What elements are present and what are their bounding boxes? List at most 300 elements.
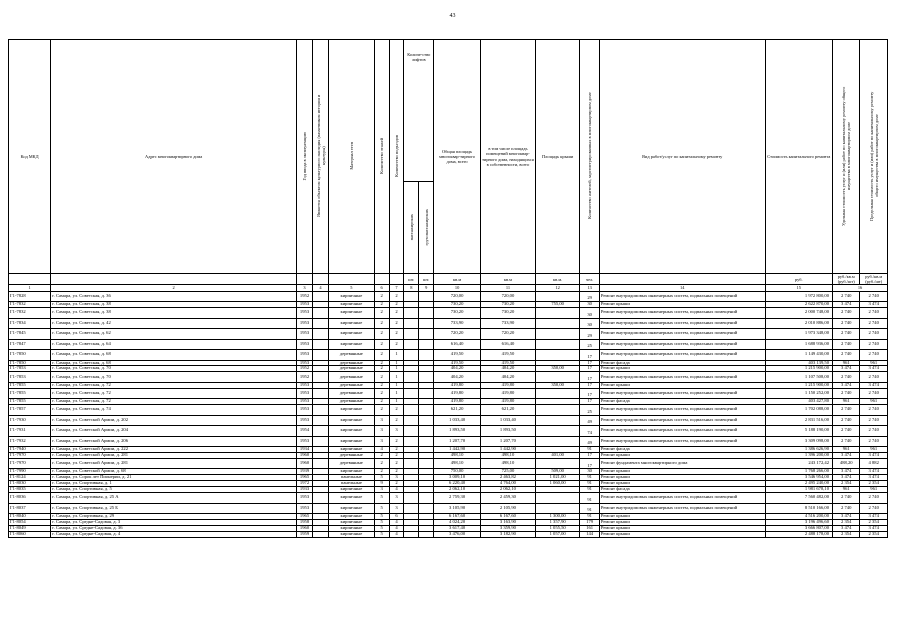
column-number: 16 (833, 285, 888, 291)
cell-ent: 2 (389, 447, 404, 453)
cell-area: 1 033,40 (434, 415, 481, 426)
cell-ent: 3 (389, 493, 404, 504)
cell-work: Ремонт внутридомовых инженерных систем, подвальных помещений (599, 291, 765, 302)
cell-heritage (313, 415, 329, 426)
cell-own: 498,10 (481, 458, 536, 469)
cell-lim: 4 882 (860, 458, 888, 469)
cell-ent: 6 (389, 514, 404, 520)
cell-lim: 2 740 (860, 415, 888, 426)
cell-cost: 1 107 508,00 (765, 372, 832, 383)
cell-roof (535, 350, 580, 361)
table-row (9, 318, 888, 329)
cell-res: 91 (580, 447, 599, 453)
cell-unit: 2 740 (833, 405, 860, 416)
column-number: 4 (313, 285, 329, 291)
cell-area: 720,00 (434, 291, 481, 302)
header-roof-area: Площадь крыши (535, 40, 580, 274)
cell-res: 179 (580, 519, 599, 525)
cell-g (419, 291, 434, 302)
cell-roof: 755,00 (535, 302, 580, 308)
cell-year: 1960 (297, 458, 313, 469)
cell-cost: 8 510 166,00 (765, 503, 832, 514)
cell-heritage (313, 531, 329, 537)
cell-cost: 3 666 807,00 (765, 525, 832, 531)
cell-fl: 5 (374, 493, 389, 504)
cell-addr: г. Самара, ул. Советской Армии, д. 202 (51, 415, 297, 426)
cell-roof (535, 308, 580, 319)
cell-lim: 2 740 (860, 436, 888, 447)
cell-unit: 2 354 (833, 481, 860, 487)
cell-ent: 1 (389, 372, 404, 383)
cell-heritage (313, 503, 329, 514)
cell-ent: 3 (389, 503, 404, 514)
cell-mat: деревянные (329, 388, 375, 399)
cell-year: 1953 (297, 503, 313, 514)
cell-res: 91 (580, 493, 599, 504)
cell-res: 17 (580, 458, 599, 469)
cell-mat: деревянные (329, 366, 375, 372)
cell-year: 1960 (297, 525, 313, 531)
cell-code: Г1-8030 (9, 481, 51, 487)
cell-unit: 2 740 (833, 426, 860, 437)
cell-mat: панельные (329, 481, 375, 487)
cell-own: 419,50 (481, 350, 536, 361)
cell-roof (535, 503, 580, 514)
cell-ent: 2 (389, 469, 404, 475)
cell-addr: г. Самара, ул. Спортивная, д. 5 (51, 487, 297, 493)
cell-mat: кирпичные (329, 487, 375, 493)
header-lifts: Количе-ство лифтов (404, 40, 434, 182)
cell-year: 1939 (297, 469, 313, 475)
cell-mat: деревянные (329, 372, 375, 383)
cell-p (404, 318, 419, 329)
cell-g (419, 493, 434, 504)
cell-roof (535, 372, 580, 383)
cell-area: 3 009,10 (434, 475, 481, 481)
cell-fl: 3 (374, 415, 389, 426)
table-body (9, 291, 888, 537)
cell-addr: г. Самара, ул. Спортивная, д. 1 (51, 481, 297, 487)
cell-code: Г1-8040 (9, 514, 51, 520)
cell-cost: 1 972 800,00 (765, 291, 832, 302)
cell-code: Г1-7832 (9, 302, 51, 308)
cell-unit: 2 354 (833, 519, 860, 525)
cell-work: Ремонт фасада (599, 447, 765, 453)
unit-cell: шт. (404, 274, 419, 285)
cell-lim: 3 474 (860, 469, 888, 475)
cell-unit: 961 (833, 447, 860, 453)
cell-work: Ремонт крыши (599, 514, 765, 520)
table-row (9, 415, 888, 426)
cell-roof: 401,00 (535, 453, 580, 459)
cell-area: 2 062,10 (434, 487, 481, 493)
cell-work: Ремонт фундамента многоквартирного дома (599, 458, 765, 469)
cell-code: Г1-7990 (9, 469, 51, 475)
cell-p (404, 531, 419, 537)
cell-mat: деревянные (329, 350, 375, 361)
cell-g (419, 388, 434, 399)
cell-year: 1959 (297, 531, 313, 537)
cell-res: 91 (580, 475, 599, 481)
column-number: 9 (419, 285, 434, 291)
cell-ent: 4 (389, 487, 404, 493)
cell-mat: деревянные (329, 399, 375, 405)
cell-code: Г1-7855 (9, 382, 51, 388)
cell-year: 1953 (297, 415, 313, 426)
cell-work: Ремонт внутридомовых инженерных систем, подвальных помещений (599, 350, 765, 361)
cell-year: 1953 (297, 399, 313, 405)
cell-addr: г. Самара, ул. Советская, д. 74 (51, 405, 297, 416)
header-total-area: Общая площадь многоквар-тирного дома, всего (434, 40, 481, 274)
cell-area: 750,00 (434, 469, 481, 475)
cell-own: 616,40 (481, 339, 536, 350)
cell-roof (535, 426, 580, 437)
cell-addr: г. Самара, ул. Советской Армии, д. 281 (51, 453, 297, 459)
cell-cost: 2 000 748,00 (765, 308, 832, 319)
cell-mat: кирпичные (329, 436, 375, 447)
column-number: 14 (599, 285, 765, 291)
cell-code: Г1-7855 (9, 388, 51, 399)
cell-p (404, 372, 419, 383)
column-number: 13 (580, 285, 599, 291)
cell-g (419, 372, 434, 383)
table-row (9, 493, 888, 504)
cell-area: 1 893,50 (434, 426, 481, 437)
cell-lim: 2 740 (860, 329, 888, 340)
cell-year: 1934 (297, 447, 313, 453)
cell-ent: 2 (389, 291, 404, 302)
cell-fl: 3 (374, 426, 389, 437)
cell-year: 1954 (297, 426, 313, 437)
cell-code: Г1-7940 (9, 447, 51, 453)
cell-g (419, 458, 434, 469)
cell-lim: 2 354 (860, 481, 888, 487)
header-passenger-lifts: пассажирских (404, 182, 419, 274)
cell-own: 498,10 (481, 453, 536, 459)
header-work-type: Вид работ/услуг по капитальному ремонту (599, 40, 765, 274)
cell-unit: 3 474 (833, 366, 860, 372)
cell-mat: кирпичные (329, 329, 375, 340)
cell-year: 1972 (297, 481, 313, 487)
cell-res: 29 (580, 329, 599, 340)
cell-code: Г1-8036 (9, 493, 51, 504)
cell-res: 49 (580, 415, 599, 426)
cell-unit: 3 474 (833, 514, 860, 520)
cell-lim: 3 474 (860, 382, 888, 388)
cell-res: 91 (580, 514, 599, 520)
cell-g (419, 405, 434, 416)
cell-res: 17 (580, 453, 599, 459)
cell-year: 1953 (297, 360, 313, 366)
cell-ent: 1 (389, 350, 404, 361)
cell-ent: 2 (389, 436, 404, 447)
cell-work: Ремонт внутридомовых инженерных систем, подвальных помещений (599, 503, 765, 514)
cell-fl: 2 (374, 405, 389, 416)
cell-g (419, 350, 434, 361)
cell-addr: г. Самара, ул. Спортивная, д. 29 (51, 514, 297, 520)
cell-ent: 1 (389, 360, 404, 366)
cell-lim: 3 474 (860, 525, 888, 531)
cell-year: 1953 (297, 339, 313, 350)
cell-own: 730,20 (481, 308, 536, 319)
cell-code: Г1-7853 (9, 366, 51, 372)
cell-year: 1958 (297, 519, 313, 525)
cell-own: 2 459,30 (481, 493, 536, 504)
cell-own: 720,20 (481, 329, 536, 340)
cell-p (404, 436, 419, 447)
cell-roof (535, 493, 580, 504)
header-code: Код МКД (9, 40, 51, 274)
table-row (9, 329, 888, 340)
cell-unit: 3 474 (833, 382, 860, 388)
cell-unit: 488,20 (833, 458, 860, 469)
table-row (9, 503, 888, 514)
cell-unit: 2 740 (833, 308, 860, 319)
cell-work: Ремонт крыши (599, 382, 765, 388)
cell-code: Г1-8037 (9, 503, 51, 514)
table-row (9, 291, 888, 302)
cell-mat: деревянные (329, 382, 375, 388)
cell-res: 30 (580, 318, 599, 329)
cell-g (419, 503, 434, 514)
cell-area: 419,80 (434, 382, 481, 388)
cell-code: Г1-7932 (9, 436, 51, 447)
cell-addr: г. Самара, ул. Советская, д. 64 (51, 339, 297, 350)
cell-heritage (313, 405, 329, 416)
cell-mat: кирпичные (329, 531, 375, 537)
cell-ent: 2 (389, 339, 404, 350)
cell-heritage (313, 493, 329, 504)
cell-work: Ремонт крыши (599, 531, 765, 537)
cell-code: Г1-7853 (9, 372, 51, 383)
cell-own: 419,50 (481, 360, 536, 366)
cell-roof: 1 057,00 (535, 531, 580, 537)
cell-addr: г. Самара, ул. Советская, д. 70 (51, 372, 297, 383)
header-limit-cost: Предельная стоимость услуг и (или) работ по капитальному ремонту общего имущества в многоквартирном доме (860, 40, 888, 274)
cell-heritage (313, 329, 329, 340)
cell-heritage (313, 318, 329, 329)
cell-work: Ремонт внутридомовых инженерных систем, подвальных помещений (599, 329, 765, 340)
cell-work: Ремонт внутридомовых инженерных систем, подвальных помещений (599, 308, 765, 319)
column-number: 2 (51, 285, 297, 291)
cell-res: 17 (580, 372, 599, 383)
cell-p (404, 291, 419, 302)
cell-roof (535, 291, 580, 302)
cell-lim: 3 474 (860, 475, 888, 481)
cell-work: Ремонт фасада (599, 487, 765, 493)
cell-year: 1965 (297, 475, 313, 481)
cell-unit: 2 740 (833, 415, 860, 426)
cell-ent: 2 (389, 405, 404, 416)
cell-cost: 1 150 252,00 (765, 388, 832, 399)
cell-year: 1953 (297, 318, 313, 329)
cell-fl: 5 (374, 531, 389, 537)
cell-roof: 1 357,90 (535, 519, 580, 525)
cell-lim: 2 740 (860, 372, 888, 383)
cell-code: Г1-7847 (9, 339, 51, 350)
cell-roof: 509,00 (535, 469, 580, 475)
cell-lim: 2 740 (860, 339, 888, 350)
cell-lim: 2 740 (860, 318, 888, 329)
table-row (9, 405, 888, 416)
cell-roof (535, 458, 580, 469)
cell-ent: 2 (389, 329, 404, 340)
cell-own: 419,80 (481, 388, 536, 399)
cell-ent: 2 (389, 415, 404, 426)
cell-ent: 2 (389, 458, 404, 469)
cell-res: 91 (580, 481, 599, 487)
cell-res: 74 (580, 426, 599, 437)
unit-cell: кв.м (434, 274, 481, 285)
cell-cost: 4 516 200,00 (765, 514, 832, 520)
cell-unit: 2 740 (833, 388, 860, 399)
cell-g (419, 436, 434, 447)
cell-unit: 3 474 (833, 475, 860, 481)
cell-own: 2 062,10 (481, 487, 536, 493)
table-row (9, 426, 888, 437)
cell-area: 2 759,30 (434, 493, 481, 504)
cell-work: Ремонт крыши (599, 481, 765, 487)
cell-fl: 2 (374, 329, 389, 340)
cell-area: 730,20 (434, 302, 481, 308)
cell-res: 144 (580, 531, 599, 537)
cell-addr: г. Самара, ул. Советская, д. 70 (51, 366, 297, 372)
cell-fl: 5 (374, 525, 389, 531)
cell-work: Ремонт крыши (599, 525, 765, 531)
table-row (9, 388, 888, 399)
table-row (9, 458, 888, 469)
cell-code: Г1-7832 (9, 308, 51, 319)
cell-addr: г. Самара, ул. Советская, д. 36 (51, 291, 297, 302)
cell-addr: г. Самара, ул. Советской Армии, д. 204 (51, 426, 297, 437)
cell-g (419, 308, 434, 319)
cell-ent: 3 (389, 475, 404, 481)
cell-area: 621,20 (434, 405, 481, 416)
cell-lim: 2 740 (860, 426, 888, 437)
cell-area: 404,20 (434, 366, 481, 372)
cell-mat: кирпичные (329, 415, 375, 426)
cell-ent: 4 (389, 519, 404, 525)
cell-work: Ремонт фасада (599, 360, 765, 366)
cell-lim: 3 474 (860, 302, 888, 308)
cell-mat: кирпичные (329, 405, 375, 416)
column-number: 7 (389, 285, 404, 291)
cell-cost: 1 149 430,00 (765, 350, 832, 361)
cell-p (404, 329, 419, 340)
column-number: 8 (404, 285, 419, 291)
cell-roof: 1 300,00 (535, 514, 580, 520)
cell-roof (535, 388, 580, 399)
cell-res: 17 (580, 382, 599, 388)
cell-year: 1953 (297, 329, 313, 340)
cell-cost: 2 488 178,00 (765, 531, 832, 537)
cell-res: 161 (580, 525, 599, 531)
cell-work: Ремонт крыши (599, 453, 765, 459)
column-number: 11 (481, 285, 536, 291)
cell-area: 404,20 (434, 372, 481, 383)
cell-year: 1965 (297, 514, 313, 520)
cell-roof (535, 415, 580, 426)
cell-fl: 5 (374, 514, 389, 520)
cell-own: 1 033,40 (481, 415, 536, 426)
cell-area: 720,20 (434, 329, 481, 340)
cell-mat: кирпичные (329, 302, 375, 308)
cell-roof: 1 060,00 (535, 481, 580, 487)
unit-cell: кв.м. (535, 274, 580, 285)
cell-cost: 1 768 266,00 (765, 469, 832, 475)
table-row (9, 339, 888, 350)
cell-own: 730,20 (481, 302, 536, 308)
cell-area: 733,90 (434, 318, 481, 329)
cell-year: 1953 (297, 436, 313, 447)
cell-code: Г1-8049 (9, 525, 51, 531)
cell-fl: 9 (374, 481, 389, 487)
cell-lim: 2 354 (860, 519, 888, 525)
cell-mat: кирпичные (329, 525, 375, 531)
cell-cost: 2 010 886,00 (765, 318, 832, 329)
cell-cost: 1 702 088,00 (765, 405, 832, 416)
cell-unit: 3 474 (833, 453, 860, 459)
table-row (9, 350, 888, 361)
cell-roof: 350,00 (535, 366, 580, 372)
unit-cell (389, 274, 404, 285)
cell-fl: 2 (374, 308, 389, 319)
cell-work: Ремонт внутридомовых инженерных систем, подвальных помещений (599, 372, 765, 383)
cell-code: Г1-7845 (9, 329, 51, 340)
cell-lim: 2 740 (860, 388, 888, 399)
cell-own: 2 463,82 (481, 475, 536, 481)
cell-ent: 2 (389, 453, 404, 459)
cell-roof (535, 436, 580, 447)
table-row (9, 308, 888, 319)
cell-code: Г1-7931 (9, 426, 51, 437)
cell-own: 621,20 (481, 405, 536, 416)
page-number: 43 (449, 13, 456, 19)
cell-res: 91 (580, 503, 599, 514)
cell-year: 1953 (297, 350, 313, 361)
cell-fl: 2 (374, 453, 389, 459)
cell-unit: 3 474 (833, 302, 860, 308)
header-wall-material: Материал стен (329, 40, 375, 274)
cell-roof (535, 329, 580, 340)
cell-g (419, 531, 434, 537)
cell-code: Г1-7850 (9, 350, 51, 361)
cell-res: 17 (580, 388, 599, 399)
unit-cell (297, 274, 313, 285)
cell-fl: 2 (374, 382, 389, 388)
unit-cell: руб./кв.м (руб./шт) (860, 274, 888, 285)
cell-lim: 3 474 (860, 514, 888, 520)
cell-mat: деревянные (329, 458, 375, 469)
cell-heritage (313, 458, 329, 469)
cell-own: 3 359,90 (481, 525, 536, 531)
capital-repair-table (8, 39, 888, 538)
cell-res: 49 (580, 436, 599, 447)
cell-fl: 2 (374, 388, 389, 399)
cell-code: Г1-7850 (9, 360, 51, 366)
table-row (9, 531, 888, 537)
cell-heritage (313, 291, 329, 302)
cell-own: 725,00 (481, 469, 536, 475)
cell-area: 498,10 (434, 453, 481, 459)
cell-addr: г. Самара, ул. Советская, д. 72 (51, 382, 297, 388)
cell-unit: 2 740 (833, 318, 860, 329)
header-owned-area: в том числе площадь помещений многоквар-тирного дома, находящихся в собственности, всего (481, 40, 536, 274)
cell-fl: 2 (374, 399, 389, 405)
column-number: 6 (374, 285, 389, 291)
cell-area: 3 105,90 (434, 503, 481, 514)
cell-own: 6 167,60 (481, 514, 536, 520)
